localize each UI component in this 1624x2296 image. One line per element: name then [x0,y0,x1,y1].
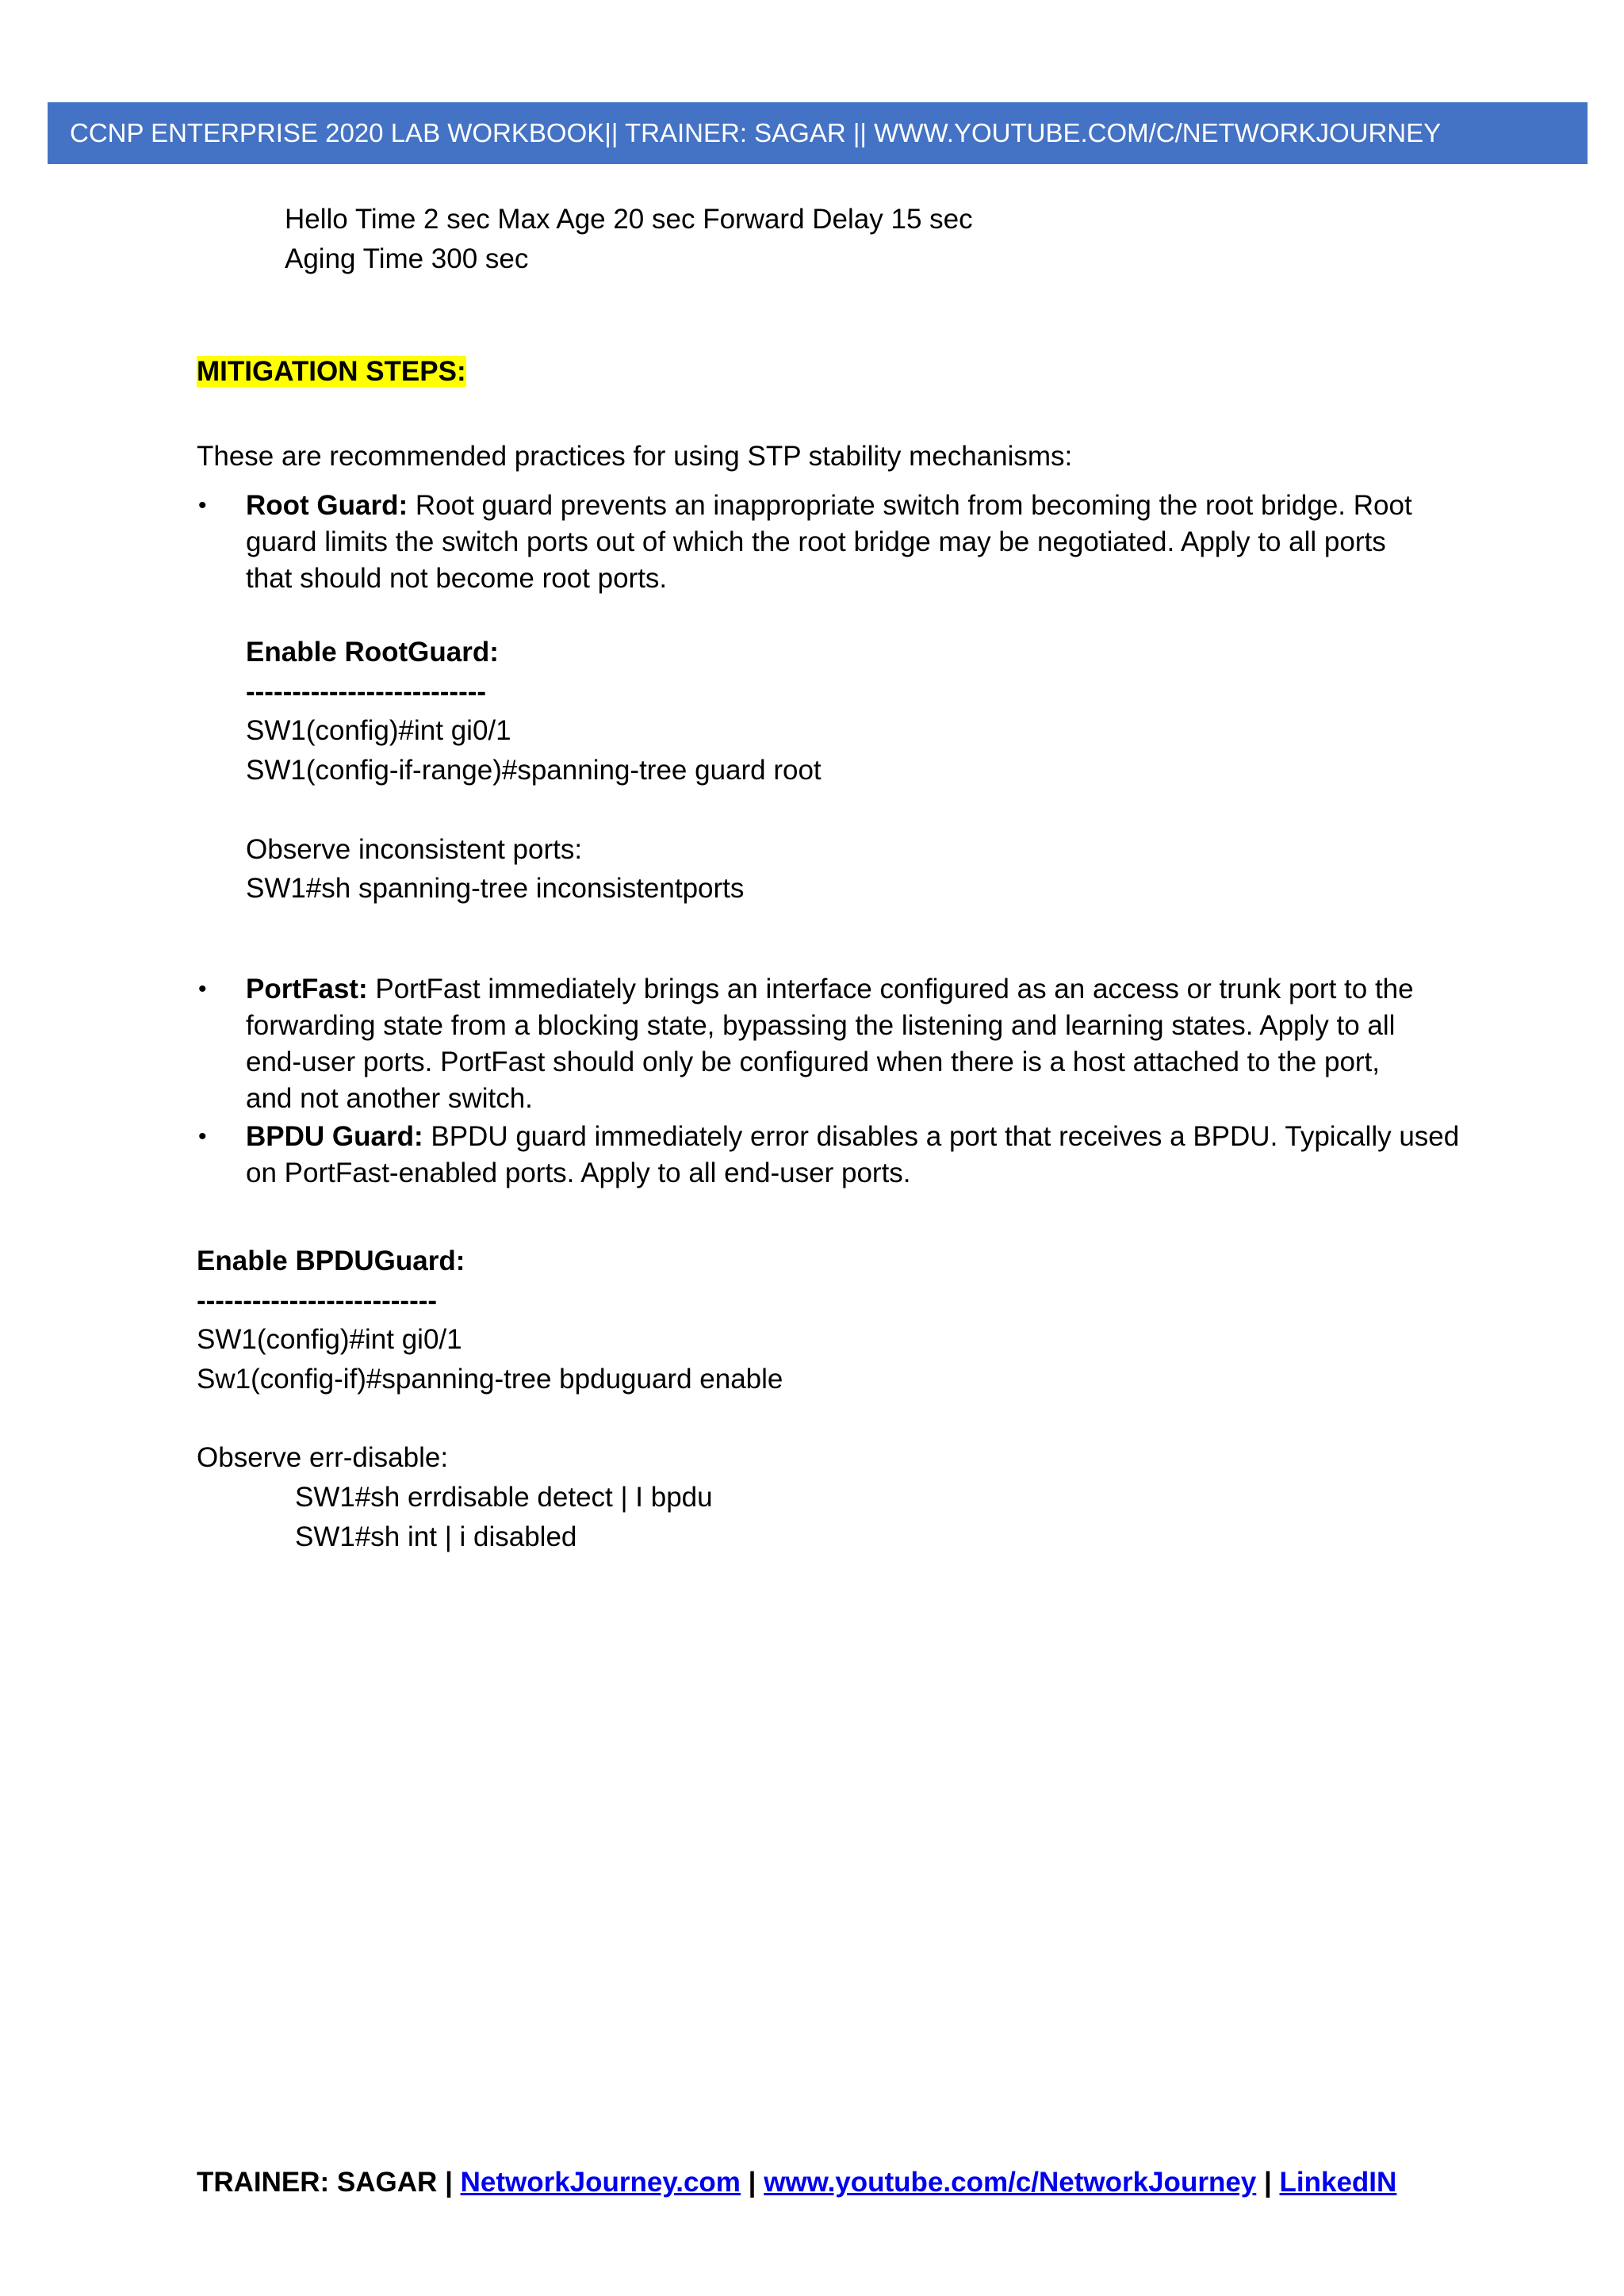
enable-bpduguard-heading: Enable BPDUGuard: [197,1246,465,1276]
observe-inconsistent-cmd: SW1#sh spanning-tree inconsistentports [246,873,745,904]
mitigation-heading [197,354,466,390]
observe-errdisable-cmd-1: SW1#sh errdisable detect | I bpdu [295,1482,713,1513]
portfast-line-3: end-user ports. PortFast should only be configured when there is a host attached to the port, [246,1047,1381,1077]
page-footer [197,2164,1396,2201]
portfast-line-1 [246,971,1414,1008]
page-header-banner [48,102,1588,164]
footer-link-networkjourney[interactable]: NetworkJourney.com [460,2167,741,2198]
footer-separator-3: | [1263,2167,1272,2198]
portfast-desc-1: PortFast immediately brings an interface configured as an access or trunk port to the [367,974,1414,1004]
root-guard-line-1 [246,488,1412,524]
bpdu-guard-term: BPDU Guard: [246,1121,423,1152]
timers-line-1: Hello Time 2 sec Max Age 20 sec Forward Delay 15 sec [285,204,973,235]
root-guard-term: Root Guard: [246,490,408,521]
rootguard-cmd-2: SW1(config-if-range)#spanning-tree guard root [246,755,822,786]
observe-errdisable-label: Observe err-disable: [197,1442,449,1473]
root-guard-line-2: guard limits the switch ports out of which the root bridge may be negotiated. Apply to all ports [246,526,1386,557]
bpduguard-cmd-2: Sw1(config-if)#spanning-tree bpduguard enable [197,1364,783,1395]
bullet-root-guard: • [198,492,207,519]
bpdu-guard-desc-1: BPDU guard immediately error disables a port that receives a BPDU. Typically used [423,1121,1460,1152]
bpdu-guard-line-2: on PortFast-enabled ports. Apply to all end-user ports. [246,1158,911,1188]
footer-trainer: TRAINER: SAGAR [197,2167,446,2198]
header-text: CCNP ENTERPRISE 2020 LAB WORKBOOK|| TRAINER: SAGAR || WWW.YOUTUBE.COM/C/NETWORKJOURNEY [70,118,1442,147]
enable-rootguard-heading: Enable RootGuard: [246,637,499,668]
portfast-line-2: forwarding state from a blocking state, bypassing the listening and learning states. Apply to all [246,1010,1396,1041]
rootguard-divider: -------------------------- [246,676,487,707]
bpdu-guard-line-1 [246,1119,1459,1155]
bpduguard-divider: -------------------------- [197,1285,438,1316]
bullet-bpdu-guard: • [198,1123,207,1150]
footer-link-linkedin[interactable]: LinkedIN [1279,2167,1397,2198]
root-guard-desc-1: Root guard prevents an inappropriate switch from becoming the root bridge. Root [408,490,1412,521]
rootguard-cmd-1: SW1(config)#int gi0/1 [246,715,511,746]
root-guard-line-3: that should not become root ports. [246,563,668,594]
footer-separator-1: | [445,2167,453,2198]
observe-inconsistent-label: Observe inconsistent ports: [246,834,583,865]
footer-link-youtube[interactable]: www.youtube.com/c/NetworkJourney [764,2167,1257,2198]
mitigation-heading-text: MITIGATION STEPS: [197,356,466,387]
portfast-line-4: and not another switch. [246,1083,533,1114]
portfast-term: PortFast: [246,974,368,1004]
observe-errdisable-cmd-2: SW1#sh int | i disabled [295,1521,577,1552]
footer-separator-2: | [748,2167,756,2198]
mitigation-intro: These are recommended practices for using STP stability mechanisms: [197,441,1073,472]
bpduguard-cmd-1: SW1(config)#int gi0/1 [197,1324,462,1355]
bullet-portfast: • [198,976,207,1002]
timers-line-2: Aging Time 300 sec [285,243,529,274]
